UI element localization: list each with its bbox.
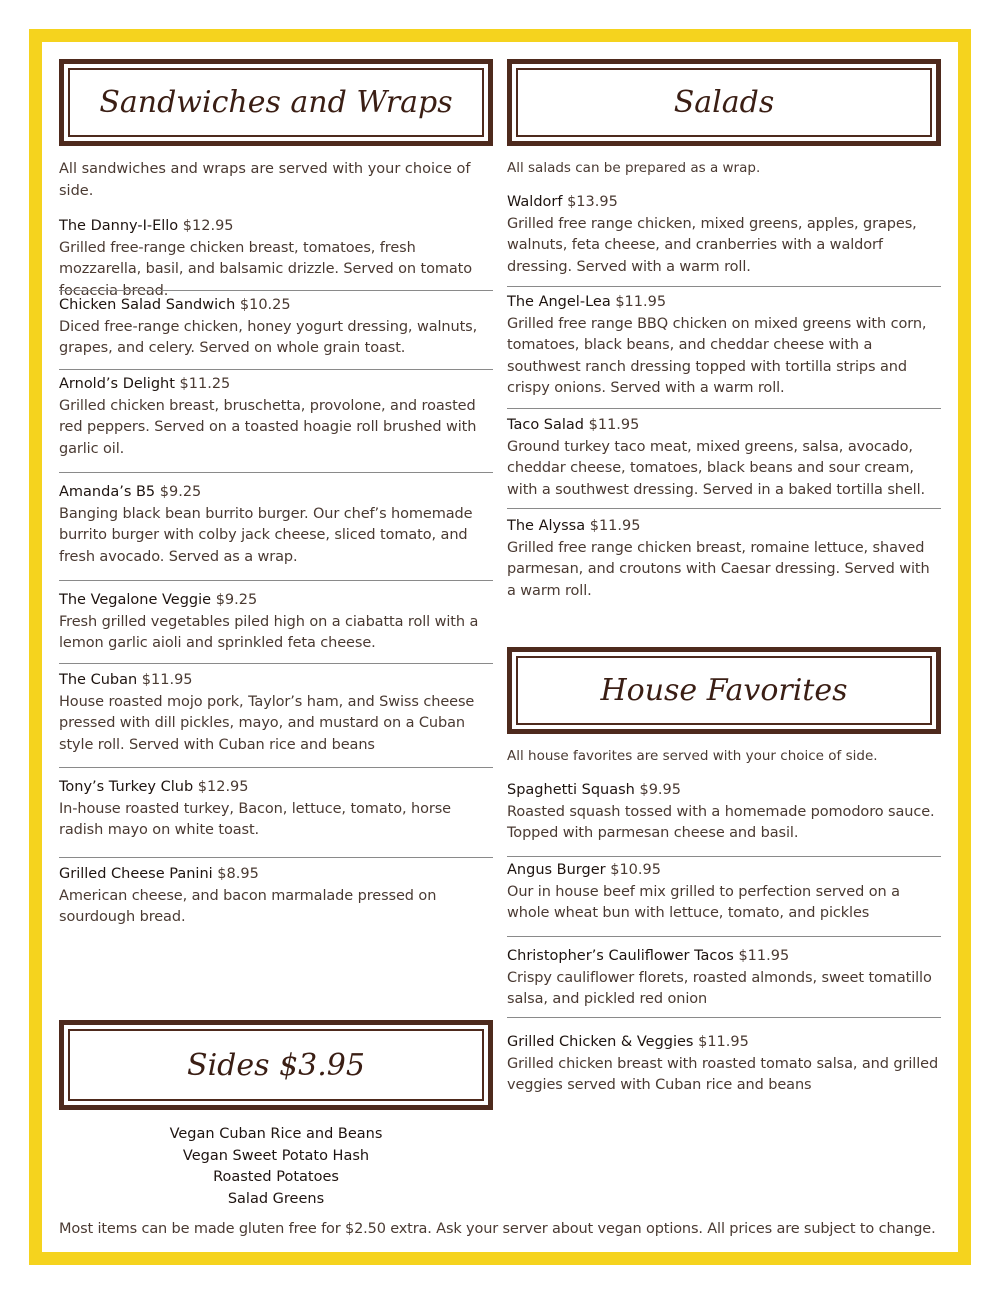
item-description: Banging black bean burrito burger. Our chef’s homemade burrito burger with colby jack cheese, sliced tomato, and fresh avocado. Served as a wrap. xyxy=(59,505,473,565)
divider xyxy=(59,767,493,768)
salads-header xyxy=(507,59,941,146)
item-price: $11.95 xyxy=(615,294,667,310)
side-item: Vegan Cuban Rice and Beans xyxy=(169,1126,383,1142)
house-favorites-intro: All house favorites are served with your choice of side. xyxy=(507,748,878,764)
salads-intro: All salads can be prepared as a wrap. xyxy=(507,160,761,176)
divider xyxy=(59,857,493,858)
item-price: $8.95 xyxy=(217,866,259,882)
menu-item xyxy=(59,864,493,929)
menu-item xyxy=(507,292,941,400)
item-price: $11.95 xyxy=(141,672,193,688)
side-item: Salad Greens xyxy=(227,1191,325,1208)
item-price: $13.95 xyxy=(567,194,618,210)
sides-list xyxy=(59,1124,493,1211)
item-description: Grilled free range chicken breast, romaine lettuce, shaved parmesan, and croutons with Caesar dressing. Served with a warm roll. xyxy=(507,539,930,599)
menu-item xyxy=(59,777,493,842)
item-name: Taco Salad xyxy=(507,417,585,433)
item-description: Grilled chicken breast with roasted tomato salsa, and grilled veggies served with Cuban rice and beans xyxy=(507,1055,939,1093)
item-description: Diced free-range chicken, honey yogurt dressing, walnuts, grapes, and celery. Served on whole grain toast. xyxy=(59,318,478,356)
item-price: $9.25 xyxy=(159,484,202,500)
item-name: Amanda’s B5 xyxy=(59,484,156,500)
item-name: Grilled Cheese Panini xyxy=(59,866,213,882)
divider xyxy=(59,369,493,370)
item-price: $9.95 xyxy=(639,782,681,798)
item-name: Angus Burger xyxy=(507,862,606,878)
sandwiches-intro: All sandwiches and wraps are served with your choice of side. xyxy=(59,161,471,199)
house-favorites-title: House Favorites xyxy=(600,673,848,708)
menu-item xyxy=(59,295,493,360)
item-description: Grilled chicken breast, bruschetta, provolone, and roasted red peppers. Served on a toasted hoagie roll brushed with garlic oil. xyxy=(59,397,477,457)
menu-item xyxy=(59,482,493,568)
item-description: House roasted mojo pork, Taylor’s ham, and Swiss cheese pressed with dill pickles, mayo, and mustard on a Cuban style roll. Served with Cuban rice and beans xyxy=(59,693,475,753)
menu-item xyxy=(507,415,941,501)
item-description: Ground turkey taco meat, mixed greens, salsa, avocado, cheddar cheese, tomatoes, black beans and sour cream, with a southwest dressing. Served in a baked tortilla shell. xyxy=(507,438,926,498)
item-name: The Angel-Lea xyxy=(507,294,611,310)
item-name: Spaghetti Squash xyxy=(507,782,635,798)
sides-header xyxy=(59,1020,493,1110)
sandwiches-title: Sandwiches and Wraps xyxy=(99,85,453,120)
menu-item xyxy=(59,670,493,756)
item-price: $10.95 xyxy=(610,862,661,878)
sandwiches-header xyxy=(59,59,493,146)
divider xyxy=(59,580,493,581)
divider xyxy=(59,663,493,664)
footer-note: Most items can be made gluten free for $2.50 extra. Ask your server about vegan options. All prices are subject to change. xyxy=(59,1221,936,1237)
item-description: American cheese, and bacon marmalade pressed on sourdough bread. xyxy=(59,887,437,925)
side-item: Roasted Potatoes xyxy=(213,1169,339,1186)
item-name: Chicken Salad Sandwich xyxy=(59,297,236,313)
item-name: The Vegalone Veggie xyxy=(59,592,212,608)
item-description: Grilled free range chicken, mixed greens, apples, grapes, walnuts, feta cheese, and cranberries with a waldorf dressing. Served with a warm roll. xyxy=(507,215,917,275)
item-name: Tony’s Turkey Club xyxy=(59,779,194,795)
side-item: Vegan Sweet Potato Hash xyxy=(182,1147,370,1164)
menu-item xyxy=(507,860,941,925)
item-name: Arnold’s Delight xyxy=(59,376,175,392)
item-name: The Danny-I-Ello xyxy=(59,218,179,234)
item-name: The Cuban xyxy=(59,672,138,688)
item-price: $10.25 xyxy=(239,297,291,313)
divider xyxy=(507,408,941,409)
item-name: Waldorf xyxy=(507,194,563,210)
menu-item xyxy=(507,780,941,845)
salads-title: Salads xyxy=(673,85,775,120)
item-description: In-house roasted turkey, Bacon, lettuce, tomato, horse radish mayo on white toast. xyxy=(59,800,451,838)
divider xyxy=(507,286,941,287)
menu-item xyxy=(507,192,941,278)
item-price: $12.95 xyxy=(182,218,234,234)
item-name: Grilled Chicken & Veggies xyxy=(507,1034,694,1050)
item-price: $11.95 xyxy=(588,417,640,433)
item-description: Crispy cauliflower florets, roasted almonds, sweet tomatillo salsa, and pickled red onion xyxy=(507,969,932,1007)
menu-item xyxy=(59,374,493,460)
item-price: $11.95 xyxy=(698,1034,749,1050)
item-price: $11.25 xyxy=(179,376,231,392)
menu-item xyxy=(507,1032,941,1097)
item-name: The Alyssa xyxy=(507,518,586,534)
divider xyxy=(59,290,493,291)
divider xyxy=(507,1017,941,1018)
item-price: $9.25 xyxy=(215,592,258,608)
divider xyxy=(59,472,493,473)
menu-item xyxy=(507,946,941,1011)
sides-title: Sides $3.95 xyxy=(187,1047,365,1083)
item-price: $11.95 xyxy=(738,948,790,964)
menu-item xyxy=(59,590,493,655)
item-description: Grilled free-range chicken breast, tomatoes, fresh mozzarella, basil, and balsamic drizzle. Served on tomato focaccia bread. xyxy=(59,239,473,299)
item-description: Our in house beef mix grilled to perfection served on a whole wheat bun with lettuce, tomato, and pickles xyxy=(507,883,900,921)
divider xyxy=(507,856,941,857)
menu-item xyxy=(507,516,941,602)
item-description: Fresh grilled vegetables piled high on a ciabatta roll with a lemon garlic aioli and sprinkled feta cheese. xyxy=(59,613,479,651)
divider xyxy=(507,936,941,937)
item-price: $12.95 xyxy=(197,779,249,795)
divider xyxy=(507,508,941,509)
item-price: $11.95 xyxy=(589,518,641,534)
item-name: Christopher’s Cauliflower Tacos xyxy=(507,948,734,964)
item-description: Grilled free range BBQ chicken on mixed greens with corn, tomatoes, black beans, and cheddar cheese with a southwest ranch dressing topped with tortilla strips and crispy onions. Served with a warm roll. xyxy=(507,315,927,396)
item-description: Roasted squash tossed with a homemade pomodoro sauce. Topped with parmesan cheese and basil. xyxy=(507,803,935,841)
house-favorites-header xyxy=(507,647,941,734)
